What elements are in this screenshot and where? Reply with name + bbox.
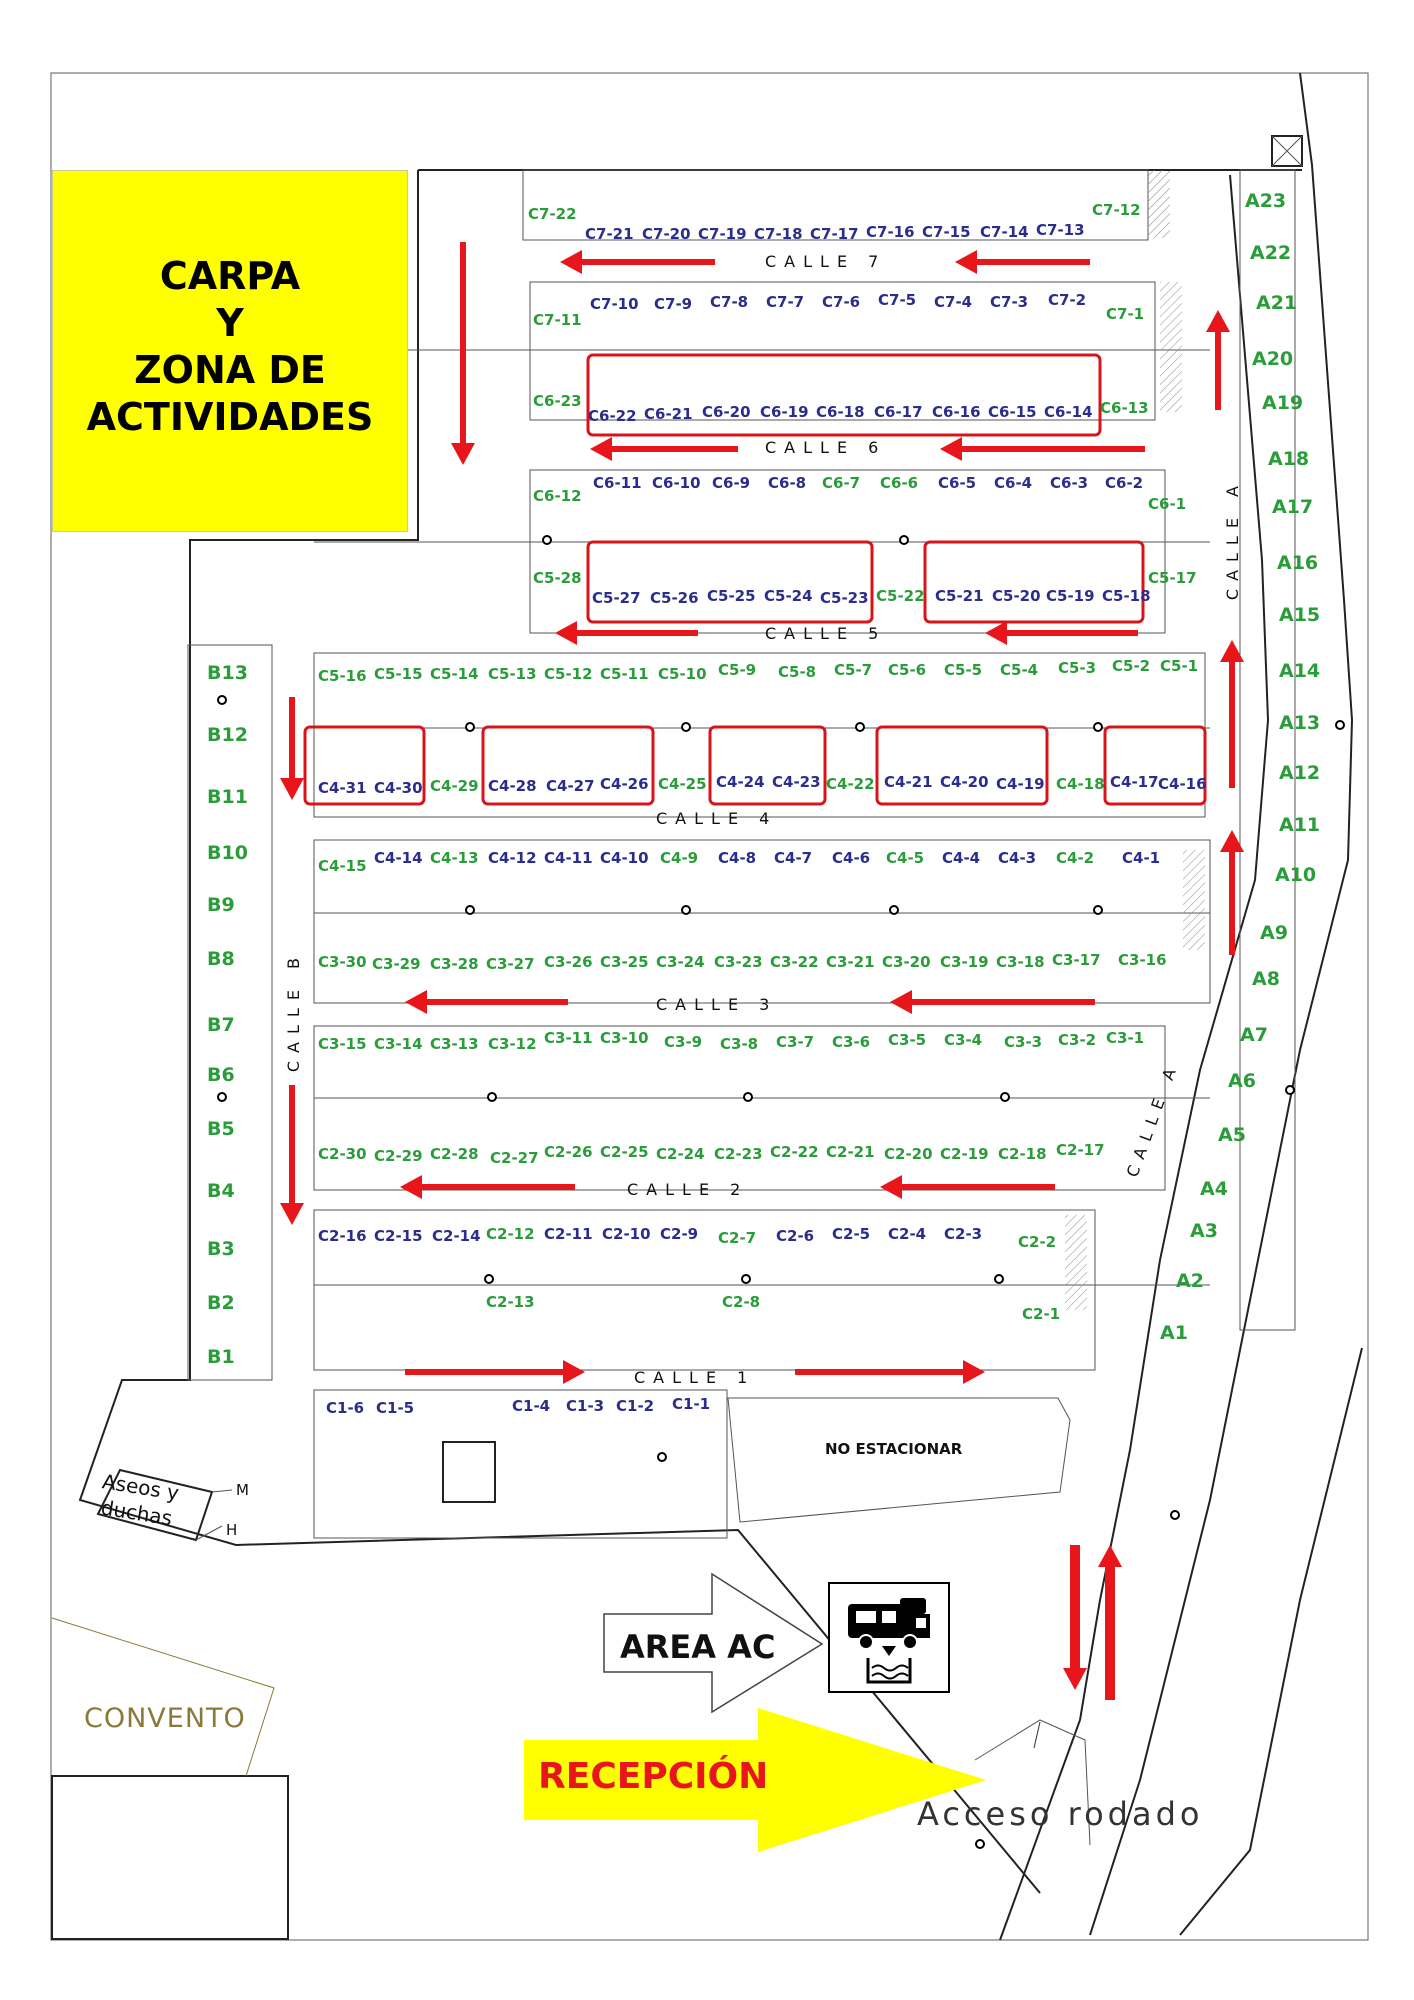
plot-label-c3-bottom: C3-7 <box>776 1033 815 1051</box>
acceso-rodado-label: Acceso rodado <box>917 1795 1204 1833</box>
plot-label-a: A11 <box>1279 814 1321 836</box>
hatched-corner <box>1160 282 1182 412</box>
plot-label-c6-top: C6-13 <box>1100 399 1149 417</box>
plot-label-c7-bottom: C7-8 <box>710 293 749 311</box>
plot-label-c4-bottom: C4-5 <box>886 849 925 867</box>
plot-label-c2-bottom: C2-10 <box>602 1225 651 1243</box>
utility-point <box>976 1840 984 1848</box>
plot-label-b: B9 <box>207 894 235 916</box>
plot-label-c5-top: C5-20 <box>992 587 1041 605</box>
plot-label-c7-bottom: C7-9 <box>654 295 693 313</box>
recepcion-label: RECEPCIÓN <box>538 1756 769 1797</box>
plot-label-c5-bottom: C5-6 <box>888 661 927 679</box>
plot-label-c3-bottom: C3-13 <box>430 1035 479 1053</box>
plot-label-a: A1 <box>1160 1322 1188 1344</box>
utility-point <box>1336 721 1344 729</box>
plot-label-a: A14 <box>1279 660 1321 682</box>
plot-label-c3-bottom: C3-8 <box>720 1035 759 1053</box>
traffic-arrow <box>555 621 698 645</box>
plot-label-c2-bottom: C2-7 <box>718 1229 757 1247</box>
plot-label-c4-bottom: C4-11 <box>544 849 593 867</box>
plot-label-c4-top: C4-17 <box>1110 773 1159 791</box>
plot-label-c4-top: C4-28 <box>488 777 537 795</box>
plot-label-c3-top: C3-29 <box>372 955 421 973</box>
plot-label-c2-bottom: C2-5 <box>832 1225 871 1243</box>
reserved-plot-group <box>710 727 825 804</box>
utility-point <box>658 1453 666 1461</box>
plot-label-c7-bottom: C7-4 <box>934 293 973 311</box>
plot-label-c7-top: C7-19 <box>698 225 747 243</box>
utility-point <box>218 1093 226 1101</box>
calle-7-label: CALLE 7 <box>765 252 887 271</box>
plot-label-c6-top: C6-23 <box>533 392 582 410</box>
lower-left-building <box>52 1776 288 1939</box>
plot-label-c2-bottom: C2-8 <box>722 1293 761 1311</box>
plot-label-c2-top: C2-24 <box>656 1145 705 1163</box>
plot-label-c5-top: C5-28 <box>533 569 582 587</box>
plot-label-a: A5 <box>1218 1124 1246 1146</box>
plot-label-c5-top: C5-23 <box>820 589 869 607</box>
plot-label-c6-bottom: C6-12 <box>533 487 582 505</box>
plot-label-a: A8 <box>1252 968 1280 990</box>
calle-3-label: CALLE 3 <box>656 995 778 1014</box>
plot-label-c7-bottom: C7-2 <box>1048 291 1087 309</box>
plot-label-c2-bottom: C2-15 <box>374 1227 423 1245</box>
plot-label-c2-top: C2-22 <box>770 1143 819 1161</box>
plot-label-c1: C1-2 <box>616 1397 655 1415</box>
plot-label-c7-bottom: C7-5 <box>878 291 917 309</box>
plot-label-c4-top: C4-23 <box>772 773 821 791</box>
plot-label-c4-top: C4-26 <box>600 775 649 793</box>
plot-label-c3-bottom: C3-15 <box>318 1035 367 1053</box>
plot-label-c7-top: C7-13 <box>1036 221 1085 239</box>
traffic-arrow <box>1206 310 1230 410</box>
no-estacionar-label: NO ESTACIONAR <box>825 1440 963 1458</box>
plot-label-c3-top: C3-26 <box>544 953 593 971</box>
plot-label-c6-bottom: C6-2 <box>1105 474 1144 492</box>
carpa-zone <box>52 170 408 532</box>
plot-label-c1: C1-5 <box>376 1399 415 1417</box>
utility-point <box>1094 906 1102 914</box>
traffic-arrow <box>400 1175 575 1199</box>
plot-label-a: A16 <box>1277 552 1319 574</box>
traffic-arrow <box>955 250 1090 274</box>
calle-2-label: CALLE 2 <box>627 1180 749 1199</box>
plot-label-c2-top: C2-20 <box>884 1145 933 1163</box>
plot-label-c1: C1-6 <box>326 1399 365 1417</box>
acceso-pointer <box>1034 1722 1040 1748</box>
plot-label-c6-bottom: C6-8 <box>768 474 807 492</box>
plot-label-c3-top: C3-18 <box>996 953 1045 971</box>
service-box <box>443 1442 495 1502</box>
plot-label-b: B10 <box>207 842 248 864</box>
plot-label-c4-bottom: C4-6 <box>832 849 871 867</box>
plot-label-c4-bottom: C4-7 <box>774 849 813 867</box>
plot-label-c4-top: C4-22 <box>826 775 875 793</box>
no-estacionar-area <box>728 1398 1070 1522</box>
area-ac-label: AREA AC <box>620 1628 776 1666</box>
traffic-arrow <box>985 621 1138 645</box>
plot-label-b: B6 <box>207 1064 235 1086</box>
plot-label-c2-bottom: C2-14 <box>432 1227 481 1245</box>
plot-label-c2-top: C2-30 <box>318 1145 367 1163</box>
carpa-zone-title: CARPA Y ZONA DE ACTIVIDADES <box>86 254 374 439</box>
traffic-arrow <box>405 990 568 1014</box>
hatched-corner <box>1183 850 1205 950</box>
plot-label-a: A10 <box>1275 864 1317 886</box>
plot-label-c7-top: C7-14 <box>980 223 1029 241</box>
utility-point <box>682 723 690 731</box>
plot-label-c5-bottom: C5-16 <box>318 667 367 685</box>
plot-label-c3-top: C3-17 <box>1052 951 1101 969</box>
plot-label-c5-top: C5-27 <box>592 589 641 607</box>
plot-label-a: A15 <box>1279 604 1321 626</box>
plot-label-c3-bottom: C3-2 <box>1058 1031 1097 1049</box>
utility-point <box>856 723 864 731</box>
traffic-arrow <box>1063 1545 1087 1690</box>
plot-label-a: A2 <box>1176 1270 1204 1292</box>
plot-label-c6-bottom: C6-6 <box>880 474 919 492</box>
plot-label-c4-bottom: C4-2 <box>1056 849 1095 867</box>
plot-label-b: B13 <box>207 662 248 684</box>
convento-outline <box>52 1618 274 1776</box>
plot-label-c1: C1-4 <box>512 1397 551 1415</box>
plot-label-c5-bottom: C5-4 <box>1000 661 1039 679</box>
plot-label-c7-top: C7-16 <box>866 223 915 241</box>
plot-label-a: A23 <box>1245 190 1287 212</box>
plot-label-c6-bottom: C6-3 <box>1050 474 1089 492</box>
plot-label-c2-bottom: C2-4 <box>888 1225 927 1243</box>
utility-point <box>543 536 551 544</box>
plot-label-c4-top: C4-25 <box>658 775 707 793</box>
plot-label-c4-top: C4-18 <box>1056 775 1105 793</box>
plot-label-c6-bottom: C6-9 <box>712 474 751 492</box>
plot-label-c6-bottom: C6-11 <box>593 474 642 492</box>
aseos-label: Aseos y duchas <box>99 1469 181 1531</box>
plot-label-c5-bottom: C5-10 <box>658 665 707 683</box>
plot-label-c5-top: C5-18 <box>1102 587 1151 605</box>
plot-label-c7-bottom: C7-3 <box>990 293 1029 311</box>
plot-label-c2-top: C2-26 <box>544 1143 593 1161</box>
plot-label-c3-bottom: C3-10 <box>600 1029 649 1047</box>
reserved-plot-group <box>588 542 872 622</box>
traffic-arrow <box>280 1085 304 1225</box>
aseos-m-label: M <box>236 1481 249 1499</box>
plot-label-c6-top: C6-14 <box>1044 403 1093 421</box>
aseos-h-label: H <box>226 1521 238 1539</box>
plot-label-c3-top: C3-23 <box>714 953 763 971</box>
plot-label-c6-bottom: C6-4 <box>994 474 1033 492</box>
plot-label-c6-bottom: C6-10 <box>652 474 701 492</box>
plot-label-c4-bottom: C4-3 <box>998 849 1037 867</box>
plot-label-c2-top: C2-28 <box>430 1145 479 1163</box>
plot-label-c5-bottom: C5-3 <box>1058 659 1097 677</box>
utility-point <box>466 906 474 914</box>
plot-label-a: A22 <box>1250 242 1292 264</box>
plot-label-c7-top: C7-22 <box>528 205 577 223</box>
plot-label-c5-top: C5-21 <box>935 587 984 605</box>
utility-point <box>890 906 898 914</box>
plot-label-c5-bottom: C5-9 <box>718 661 757 679</box>
calle-4-label: CALLE 4 <box>656 809 778 828</box>
plot-label-c6-top: C6-15 <box>988 403 1037 421</box>
utility-point <box>995 1275 1003 1283</box>
plot-label-c3-bottom: C3-5 <box>888 1031 927 1049</box>
reserved-plot-group <box>925 542 1143 622</box>
calle-6-label: CALLE 6 <box>765 438 887 457</box>
plot-label-c5-top: C5-25 <box>707 587 756 605</box>
traffic-arrow <box>405 1360 585 1384</box>
plot-label-c5-bottom: C5-15 <box>374 665 423 683</box>
plot-label-c4-top: C4-29 <box>430 777 479 795</box>
convento-label: CONVENTO <box>84 1703 246 1734</box>
utility-point <box>1286 1086 1294 1094</box>
utility-point <box>485 1275 493 1283</box>
plot-label-c2-bottom: C2-1 <box>1022 1305 1061 1323</box>
utility-point <box>742 1275 750 1283</box>
plot-label-c6-top: C6-21 <box>644 405 693 423</box>
plot-label-c2-bottom: C2-13 <box>486 1293 535 1311</box>
plot-label-a: A9 <box>1260 922 1288 944</box>
plot-label-c5-bottom: C5-2 <box>1112 657 1151 675</box>
plot-label-c3-top: C3-25 <box>600 953 649 971</box>
plot-label-c5-top: C5-24 <box>764 587 813 605</box>
plot-label-c1: C1-1 <box>672 1395 711 1413</box>
plot-label-b: B1 <box>207 1346 235 1368</box>
plot-label-c5-bottom: C5-11 <box>600 665 649 683</box>
plot-block <box>188 645 272 1380</box>
utility-point <box>466 723 474 731</box>
plot-label-a: A7 <box>1240 1024 1268 1046</box>
plot-label-c2-bottom: C2-11 <box>544 1225 593 1243</box>
plot-label-c3-bottom: C3-3 <box>1004 1033 1043 1051</box>
plot-label-c6-bottom: C6-7 <box>822 474 861 492</box>
plot-label-c3-bottom: C3-6 <box>832 1033 871 1051</box>
plot-label-c2-bottom: C2-9 <box>660 1225 699 1243</box>
plot-label-c4-top: C4-21 <box>884 773 933 791</box>
plot-label-c5-bottom: C5-8 <box>778 663 817 681</box>
plot-label-c1: C1-3 <box>566 1397 605 1415</box>
plot-label-c2-top: C2-25 <box>600 1143 649 1161</box>
plot-label-c3-bottom: C3-12 <box>488 1035 537 1053</box>
plot-label-c4-bottom: C4-4 <box>942 849 981 867</box>
plot-label-c4-top: C4-20 <box>940 773 989 791</box>
plot-label-c2-bottom: C2-3 <box>944 1225 983 1243</box>
plot-label-c5-top: C5-17 <box>1148 569 1197 587</box>
plot-label-b: B8 <box>207 948 235 970</box>
plot-label-c3-top: C3-30 <box>318 953 367 971</box>
hatched-corner <box>1065 1215 1087 1310</box>
plot-label-a: A6 <box>1228 1070 1256 1092</box>
plot-label-c3-top: C3-21 <box>826 953 875 971</box>
plot-label-c7-top: C7-20 <box>642 225 691 243</box>
plot-label-c5-bottom: C5-14 <box>430 665 479 683</box>
plot-label-c4-bottom: C4-15 <box>318 857 367 875</box>
plot-label-c7-top: C7-18 <box>754 225 803 243</box>
plot-label-c4-top: C4-30 <box>374 779 423 797</box>
plot-label-c6-top: C6-16 <box>932 403 981 421</box>
plot-label-c3-bottom: C3-11 <box>544 1029 593 1047</box>
outer-road-line <box>1180 1348 1362 1935</box>
plot-label-b: B11 <box>207 786 248 808</box>
plot-label-a: A12 <box>1279 762 1321 784</box>
plot-label-b: B3 <box>207 1238 235 1260</box>
reserved-plot-group <box>588 355 1100 435</box>
plot-label-c6-bottom: C6-5 <box>938 474 977 492</box>
calle-5-label: CALLE 5 <box>765 624 887 643</box>
plot-label-c7-bottom: C7-7 <box>766 293 805 311</box>
plot-label-c4-bottom: C4-9 <box>660 849 699 867</box>
plot-label-c3-top: C3-27 <box>486 955 535 973</box>
traffic-arrow <box>280 697 304 800</box>
plot-label-a: A18 <box>1268 448 1310 470</box>
plot-label-c2-bottom: C2-6 <box>776 1227 815 1245</box>
traffic-arrow <box>795 1360 985 1384</box>
plot-label-a: A19 <box>1262 392 1304 414</box>
road-edge-inner <box>1000 175 1268 1940</box>
plot-label-c4-bottom: C4-12 <box>488 849 537 867</box>
plot-label-c7-top: C7-12 <box>1092 201 1141 219</box>
plot-label-c2-top: C2-18 <box>998 1145 1047 1163</box>
calle-1-label: CALLE 1 <box>634 1368 756 1387</box>
traffic-arrow <box>880 1175 1055 1199</box>
plot-label-c4-top: C4-19 <box>996 775 1045 793</box>
utility-point <box>900 536 908 544</box>
plot-label-c6-top: C6-19 <box>760 403 809 421</box>
traffic-arrow <box>560 250 715 274</box>
plot-label-c6-top: C6-22 <box>588 407 637 425</box>
plot-label-c3-bottom: C3-14 <box>374 1035 423 1053</box>
plot-label-c2-bottom: C2-12 <box>486 1225 535 1243</box>
plot-label-c4-top: C4-31 <box>318 779 367 797</box>
plot-label-a: A21 <box>1256 292 1298 314</box>
plot-label-c7-top: C7-15 <box>922 223 971 241</box>
plot-label-b: B7 <box>207 1014 235 1036</box>
plot-label-c4-bottom: C4-14 <box>374 849 423 867</box>
utility-point <box>682 906 690 914</box>
plot-label-c6-top: C6-17 <box>874 403 923 421</box>
plot-label-c5-top: C5-22 <box>876 587 925 605</box>
plot-label-a: A20 <box>1252 348 1294 370</box>
plot-label-c4-bottom: C4-13 <box>430 849 479 867</box>
plot-label-c5-bottom: C5-5 <box>944 661 983 679</box>
calle-b-label: CALLE B <box>284 950 303 1073</box>
plot-label-c7-bottom: C7-6 <box>822 293 861 311</box>
plot-label-c7-bottom: C7-11 <box>533 311 582 329</box>
plot-label-c5-top: C5-19 <box>1046 587 1095 605</box>
plot-label-a: A3 <box>1190 1220 1218 1242</box>
plot-label-c6-top: C6-20 <box>702 403 751 421</box>
plot-label-c2-top: C2-19 <box>940 1145 989 1163</box>
plot-label-c2-bottom: C2-16 <box>318 1227 367 1245</box>
plot-label-c5-top: C5-26 <box>650 589 699 607</box>
plot-label-b: B5 <box>207 1118 235 1140</box>
plot-label-c5-bottom: C5-7 <box>834 661 873 679</box>
traffic-arrow <box>890 990 1095 1014</box>
traffic-arrow <box>940 437 1145 461</box>
plot-label-c5-bottom: C5-1 <box>1160 657 1199 675</box>
traffic-arrow <box>451 242 475 465</box>
plot-label-c3-top: C3-22 <box>770 953 819 971</box>
utility-point <box>1094 723 1102 731</box>
plot-label-c3-bottom: C3-9 <box>664 1033 703 1051</box>
utility-point <box>1001 1093 1009 1101</box>
calle-a-lower-label: CALLE A <box>1122 1058 1183 1180</box>
hatched-corner <box>1148 170 1170 238</box>
plot-label-c3-bottom: C3-1 <box>1106 1029 1145 1047</box>
motorhome-service-icon <box>828 1582 950 1693</box>
plot-label-c5-bottom: C5-13 <box>488 665 537 683</box>
plot-label-c3-top: C3-24 <box>656 953 705 971</box>
plot-label-c4-top: C4-16 <box>1158 775 1207 793</box>
plot-label-a: A13 <box>1279 712 1321 734</box>
plot-label-c7-bottom: C7-1 <box>1106 305 1145 323</box>
utility-point <box>488 1093 496 1101</box>
utility-point <box>218 696 226 704</box>
plot-label-c4-bottom: C4-1 <box>1122 849 1161 867</box>
plot-label-c3-bottom: C3-4 <box>944 1031 983 1049</box>
plot-label-b: B12 <box>207 724 248 746</box>
plot-label-c2-bottom: C2-2 <box>1018 1233 1057 1251</box>
plot-label-c5-bottom: C5-12 <box>544 665 593 683</box>
traffic-arrow <box>1098 1545 1122 1700</box>
plot-label-c4-bottom: C4-10 <box>600 849 649 867</box>
plot-label-c4-top: C4-27 <box>546 777 595 795</box>
plot-label-c4-bottom: C4-8 <box>718 849 757 867</box>
traffic-arrow <box>590 437 738 461</box>
plot-label-a: A17 <box>1272 496 1314 518</box>
utility-point <box>744 1093 752 1101</box>
plot-label-c2-top: C2-29 <box>374 1147 423 1165</box>
plot-label-c3-top: C3-19 <box>940 953 989 971</box>
utility-point <box>1171 1511 1179 1519</box>
plot-label-c7-top: C7-21 <box>585 225 634 243</box>
plot-label-c3-top: C3-16 <box>1118 951 1167 969</box>
plot-label-c2-top: C2-23 <box>714 1145 763 1163</box>
gate-cross <box>1272 136 1302 166</box>
plot-label-c3-top: C3-28 <box>430 955 479 973</box>
plot-label-c2-top: C2-17 <box>1056 1141 1105 1159</box>
plot-label-c3-top: C3-20 <box>882 953 931 971</box>
plot-label-c7-top: C7-17 <box>810 225 859 243</box>
plot-label-c2-top: C2-27 <box>490 1149 539 1167</box>
plot-label-c7-bottom: C7-10 <box>590 295 639 313</box>
plot-label-c6-bottom: C6-1 <box>1148 495 1187 513</box>
plot-label-b: B2 <box>207 1292 235 1314</box>
calle-a-upper-label: CALLE A <box>1223 478 1242 601</box>
plot-label-a: A4 <box>1200 1178 1228 1200</box>
plot-label-c6-top: C6-18 <box>816 403 865 421</box>
plot-label-b: B4 <box>207 1180 235 1202</box>
plot-block <box>530 470 1165 633</box>
plot-label-c2-top: C2-21 <box>826 1143 875 1161</box>
plot-label-c4-top: C4-24 <box>716 773 765 791</box>
